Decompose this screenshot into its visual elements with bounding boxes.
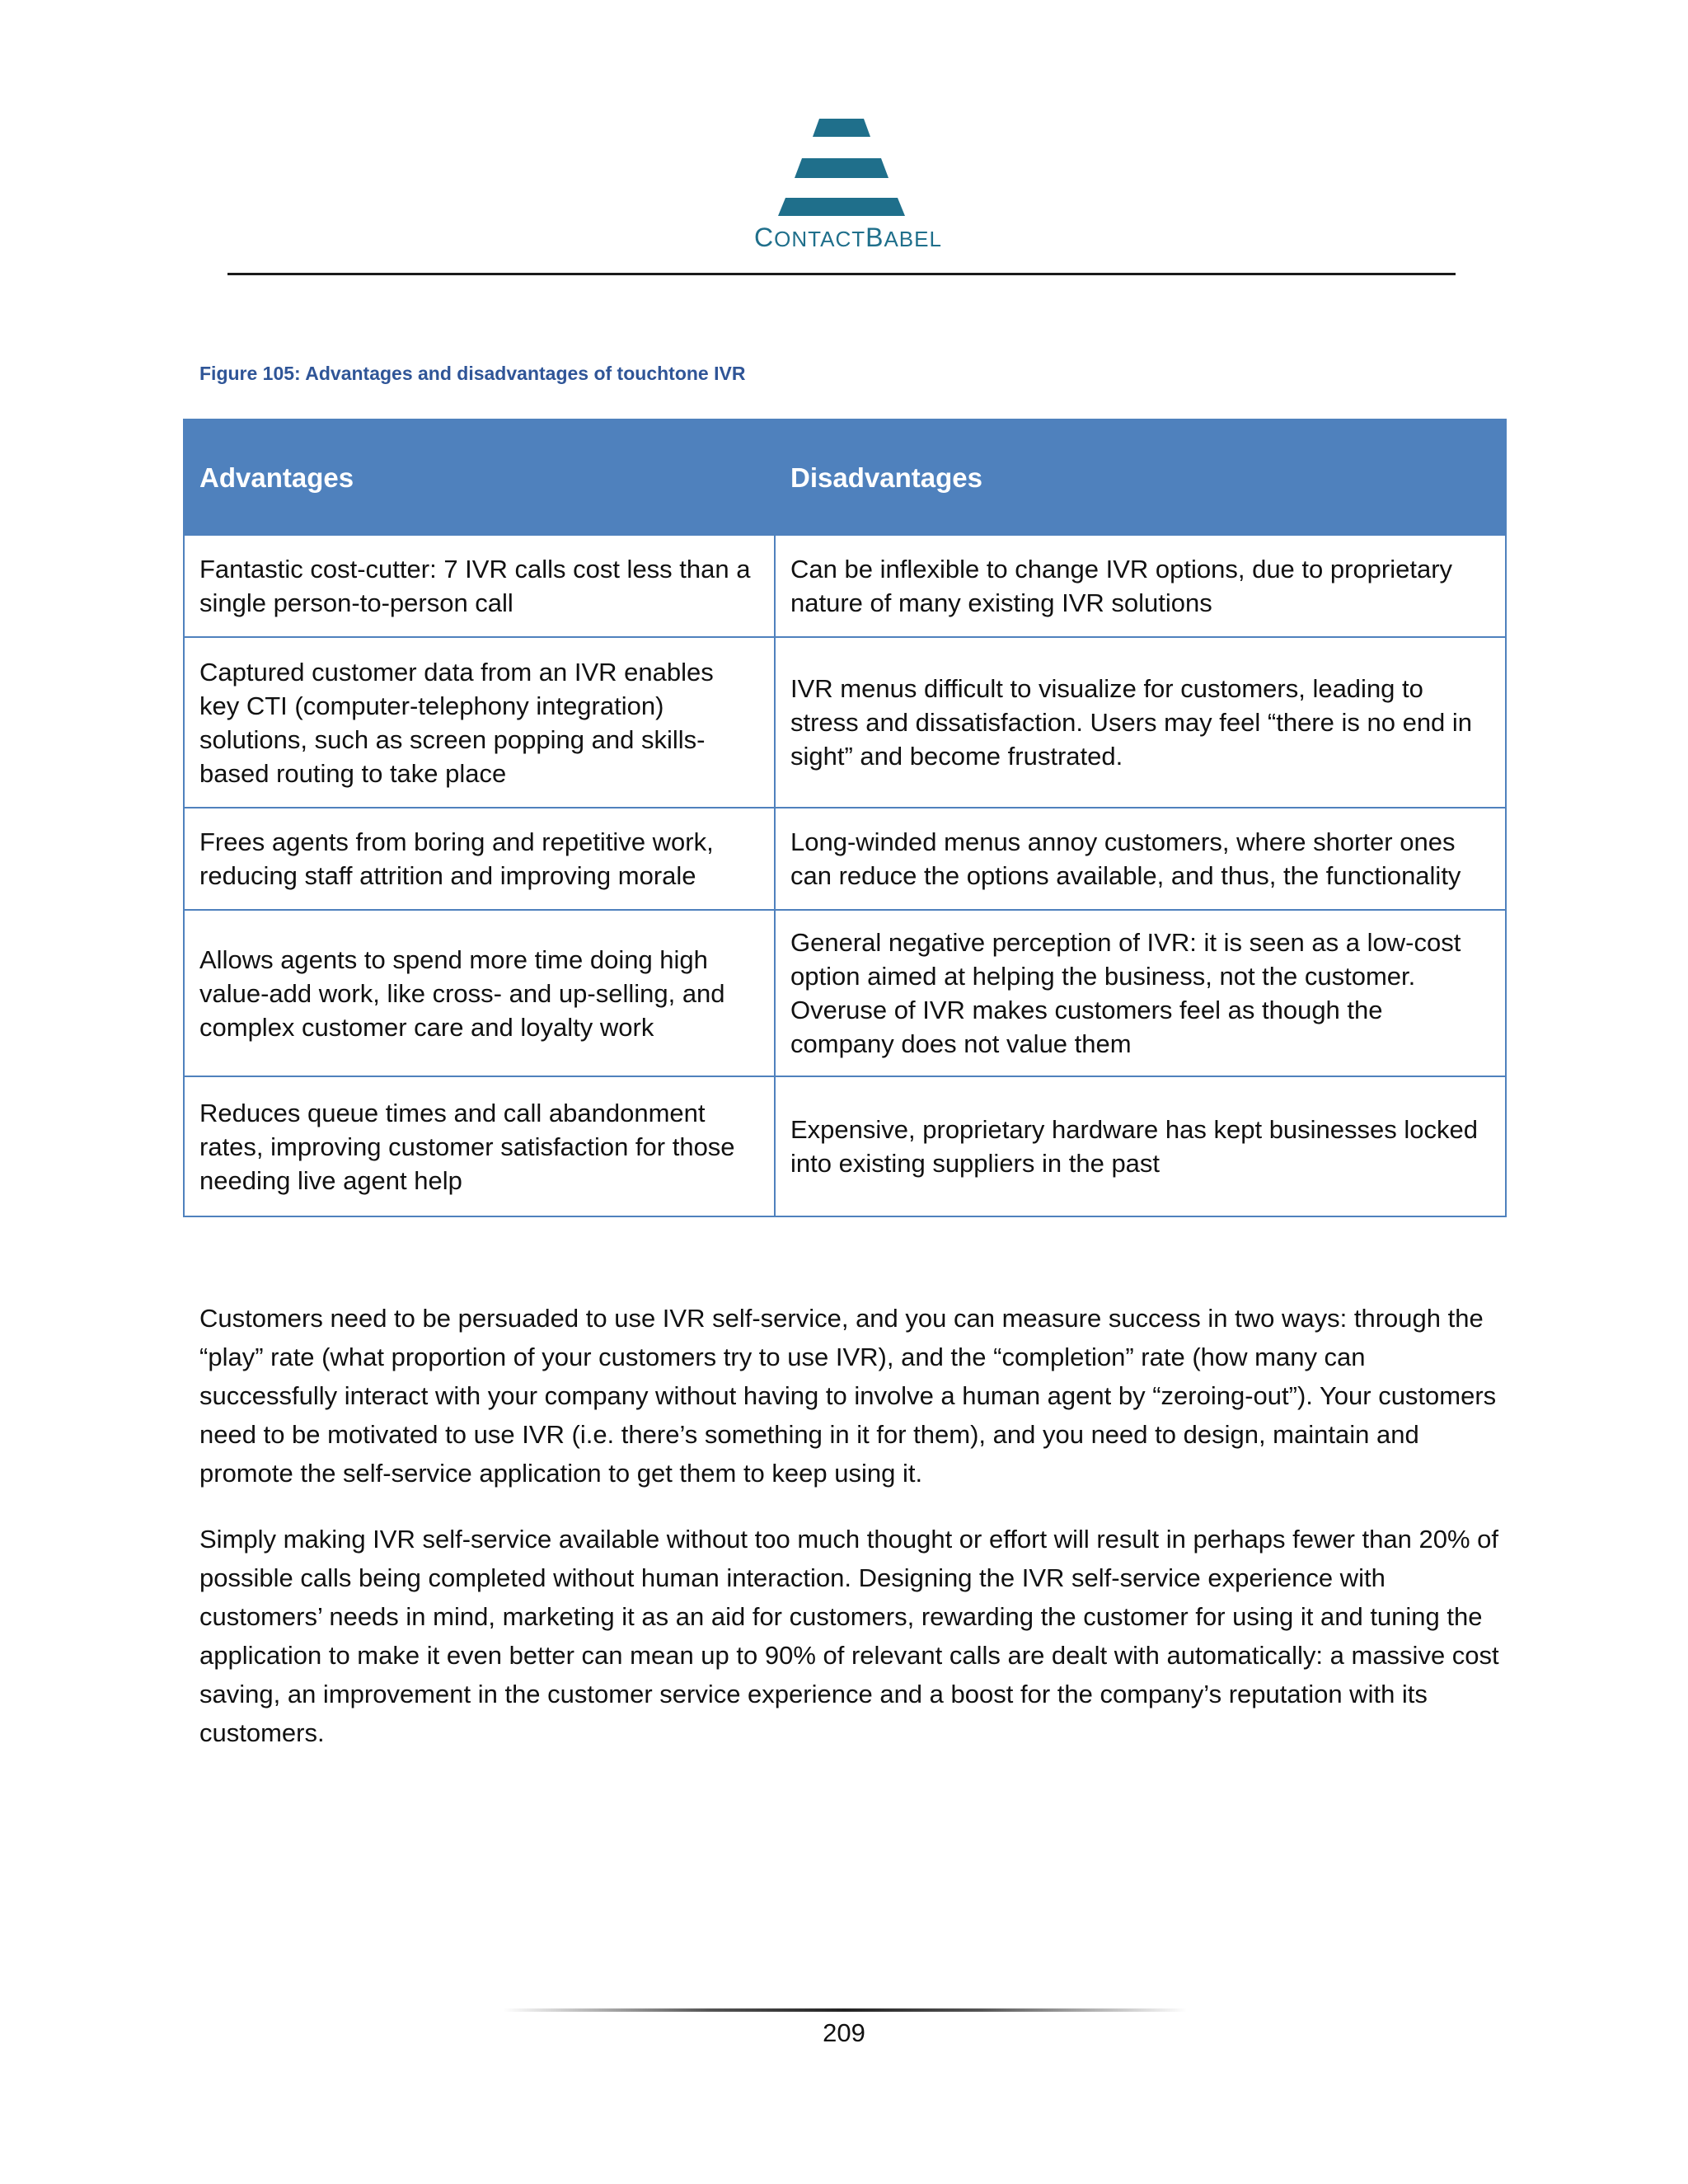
disadvantage-cell: Long-winded menus annoy customers, where shorter ones can reduce the options available, and thus, the functionality xyxy=(775,808,1506,910)
paragraph: Customers need to be persuaded to use IVR self-service, and you can measure success in two ways: through the “play” rate (what proportion of your customers try to use IVR), and the “completion” rate (how many can successfully interact with your company without having to involve a human agent by “zeroing-out”). Your customers need to be motivated to use IVR (i.e. there’s something in it for them), and you need to design, maintain and promote the self-service application to get them to keep using it. xyxy=(199,1304,1497,1488)
table-row xyxy=(184,1076,1506,1216)
table-header-row xyxy=(184,419,1506,535)
advantage-cell: Allows agents to spend more time doing high value-add work, like cross- and up-selling, and complex customer care and loyalty work xyxy=(184,910,775,1076)
contactbabel-logo xyxy=(753,117,943,253)
advantage-cell: Frees agents from boring and repetitive work, reducing staff attrition and improving morale xyxy=(184,808,775,910)
logo-wordmark: CONTACTBABEL xyxy=(754,223,942,252)
table-row xyxy=(184,535,1506,637)
pyramid-logo-icon xyxy=(753,117,943,220)
advantage-cell: Reduces queue times and call abandonment rates, improving customer satisfaction for those needing live agent help xyxy=(184,1076,775,1216)
table-row xyxy=(184,808,1506,910)
header-advantages: Advantages xyxy=(184,419,775,535)
disadvantage-cell: Can be inflexible to change IVR options, due to proprietary nature of many existing IVR solutions xyxy=(775,535,1506,637)
page-number: 209 xyxy=(823,2018,865,2047)
ivr-comparison-table xyxy=(183,419,1507,1217)
advantage-cell: Captured customer data from an IVR enables key CTI (computer-telephony integration) solutions, such as screen popping and skills-based routing to take place xyxy=(184,637,775,808)
table-row xyxy=(184,637,1506,808)
table-row xyxy=(184,910,1506,1076)
disadvantage-cell: Expensive, proprietary hardware has kept businesses locked into existing suppliers in the past xyxy=(775,1076,1506,1216)
disadvantage-cell: General negative perception of IVR: it is seen as a low-cost option aimed at helping the business, not the customer. Overuse of IVR makes customers feel as though the company does not value them xyxy=(775,910,1506,1076)
disadvantage-cell: IVR menus difficult to visualize for customers, leading to stress and dissatisfaction. Users may feel “there is no end in sight” and become frustrated. xyxy=(775,637,1506,808)
footer-divider xyxy=(503,2008,1187,2012)
paragraph: Simply making IVR self-service available without too much thought or effort will result in perhaps fewer than 20% of possible calls being completed without human interaction. Designing the IVR self-service experience with customers’ needs in mind, marketing it as an aid for customers, rewarding the customer for using it and tuning the application to make it even better can mean up to 90% of relevant calls are dealt with automatically: a massive cost saving, an improvement in the customer service experience and a boost for the company’s reputation with its customers. xyxy=(199,1525,1499,1747)
header-divider xyxy=(227,273,1456,275)
advantage-cell: Fantastic cost-cutter: 7 IVR calls cost less than a single person-to-person call xyxy=(184,535,775,637)
figure-caption: Figure 105: Advantages and disadvantages of touchtone IVR xyxy=(199,363,746,384)
body-text xyxy=(199,1299,1502,1779)
header-disadvantages: Disadvantages xyxy=(775,419,1506,535)
